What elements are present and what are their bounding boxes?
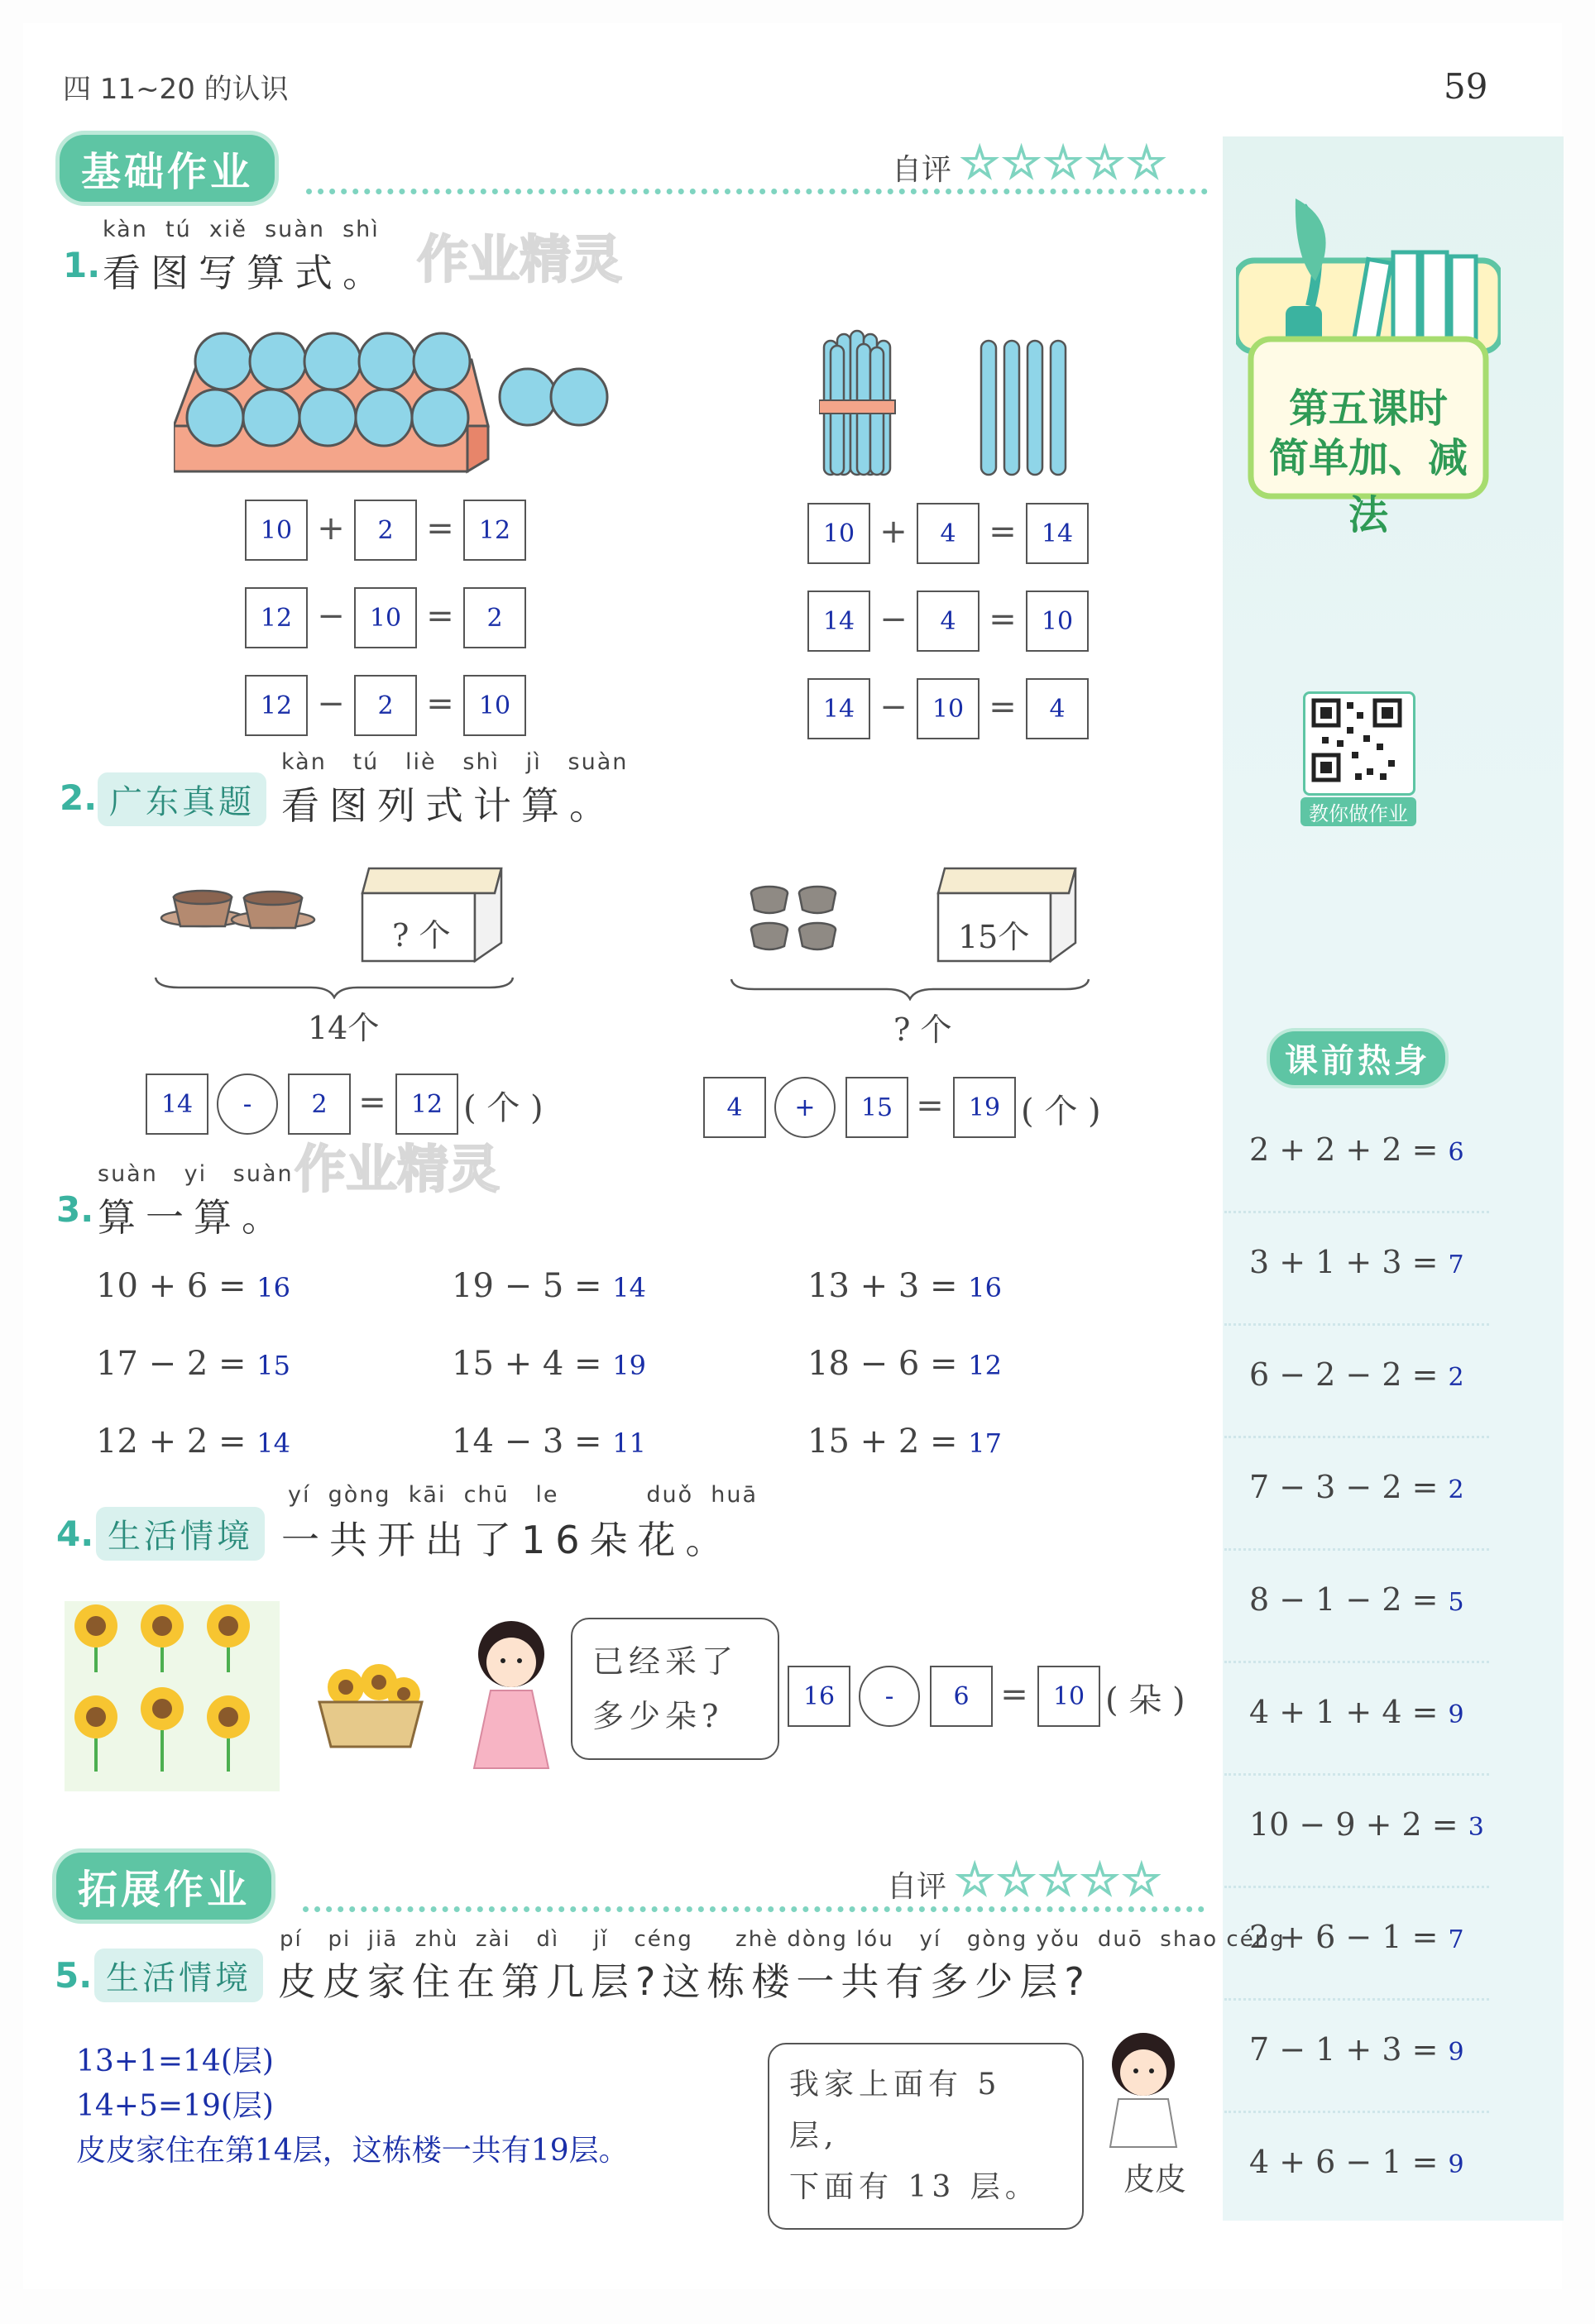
q2-right-box-label: 15个	[958, 919, 1030, 955]
calc-expression: 18 − 6 =	[807, 1345, 958, 1383]
warmup-expression: 3 + 1 + 3 =	[1249, 1244, 1439, 1280]
warmup-divider	[1224, 1323, 1489, 1326]
warmup-item	[1249, 1694, 1489, 1730]
qr-code-icon	[1305, 694, 1408, 788]
sunflowers-image	[65, 1601, 280, 1791]
answer-box[interactable]: 15	[845, 1077, 908, 1138]
calc-answer[interactable]: 17	[968, 1427, 1002, 1459]
q2-number: 2.	[60, 777, 98, 818]
self-eval-label: 自评	[892, 153, 952, 187]
equals-sign: =	[989, 600, 1017, 638]
warmup-answer[interactable]: 5	[1448, 1588, 1464, 1617]
operator: −	[317, 597, 345, 635]
answer-box[interactable]: 16	[788, 1666, 850, 1727]
calc-expression: 12 + 2 =	[96, 1423, 247, 1461]
girl-speech-bubble	[571, 1618, 779, 1760]
warmup-divider	[1224, 1548, 1489, 1551]
warmup-title: 课前热身	[1270, 1031, 1445, 1085]
warmup-divider	[1224, 1773, 1489, 1776]
answer-box[interactable]: 10	[807, 503, 870, 564]
warmup-expression: 4 + 1 + 4 =	[1249, 1694, 1439, 1730]
warmup-item	[1249, 1244, 1489, 1280]
warmup-answer[interactable]: 7	[1448, 1250, 1464, 1279]
answer-box[interactable]: 2	[463, 587, 526, 648]
q2-text: 看图列式计算。	[281, 783, 617, 828]
q2-pinyin: kàn tú liè shì jì suàn	[281, 749, 629, 775]
calc-item	[452, 1267, 646, 1305]
answer-box[interactable]: 10	[1026, 591, 1089, 652]
q3-text: 算一算。	[98, 1195, 290, 1240]
q4-number: 4.	[56, 1513, 94, 1554]
answer-box[interactable]: 12	[245, 587, 308, 648]
calc-expression: 15 + 2 =	[807, 1423, 958, 1461]
warmup-answer[interactable]: 2	[1448, 1475, 1464, 1504]
warmup-item	[1249, 2144, 1489, 2180]
answer-box[interactable]: 10	[1037, 1666, 1100, 1727]
warmup-expression: 4 + 6 − 1 =	[1249, 2144, 1439, 2180]
equals-sign: =	[426, 685, 454, 723]
qr-code[interactable]	[1303, 691, 1415, 796]
warmup-item	[1249, 1581, 1489, 1618]
calc-expression: 10 + 6 =	[96, 1267, 247, 1305]
warmup-answer[interactable]: 2	[1448, 1363, 1464, 1392]
ball-tray-image	[174, 327, 612, 476]
watermark-2: 作业精灵	[295, 1139, 501, 1199]
equals-sign: =	[989, 688, 1017, 726]
equals-sign: =	[916, 1087, 944, 1125]
bowls-box-image	[745, 860, 1092, 984]
warmup-divider	[1224, 1211, 1489, 1213]
warmup-expression: 7 − 3 − 2 =	[1249, 1469, 1439, 1505]
warmup-expression: 8 − 1 − 2 =	[1249, 1581, 1439, 1618]
warmup-answer[interactable]: 9	[1448, 2150, 1464, 2179]
calc-answer[interactable]: 14	[612, 1272, 646, 1303]
q2-right-total: ? 个	[893, 1011, 952, 1048]
calc-item	[96, 1267, 290, 1305]
q1-number: 1.	[63, 245, 101, 285]
equals-sign: =	[1000, 1676, 1028, 1714]
answer-box[interactable]: 12	[245, 675, 308, 736]
q5-answer-line-3: 皮皮家住在第14层，这栋楼一共有19层。	[76, 2134, 629, 2168]
dotted-divider-2	[303, 1906, 1205, 1912]
q5-pinyin: pí pi jiā zhù zài dì jǐ céng zhè dòng lóu yí gòng yǒu duō shao céng	[280, 1927, 1286, 1952]
stick-bundle-image	[819, 329, 1084, 478]
q1-pinyin: kàn tú xiě suàn shì	[103, 217, 380, 242]
answer-box[interactable]: 4	[1026, 678, 1089, 739]
warmup-item	[1249, 2031, 1489, 2068]
self-eval-stars[interactable]: ☆☆☆☆☆	[960, 136, 1169, 189]
warmup-item	[1249, 1806, 1489, 1843]
calc-item	[452, 1423, 646, 1461]
pipi-speech-line-2: 下面有 13 层。	[789, 2170, 1040, 2204]
calc-item	[452, 1345, 646, 1383]
warmup-answer[interactable]: 6	[1448, 1138, 1464, 1167]
calc-item	[807, 1423, 1002, 1461]
q1-text: 看图写算式。	[103, 251, 390, 295]
q5-answer-line-2: 14+5=19(层)	[76, 2089, 274, 2123]
calc-answer[interactable]: 12	[968, 1350, 1002, 1381]
calc-item	[807, 1267, 1002, 1305]
unit-label: ( 个 )	[463, 1089, 544, 1127]
answer-box[interactable]: 2	[354, 500, 417, 561]
calc-expression: 13 + 3 =	[807, 1267, 958, 1305]
answer-box[interactable]: 14	[1026, 503, 1089, 564]
q3-number: 3.	[56, 1189, 94, 1230]
q4-pinyin: yí gòng kāi chū le duǒ huā	[288, 1482, 759, 1508]
equals-sign: =	[426, 597, 454, 635]
warmup-expression: 10 − 9 + 2 =	[1249, 1806, 1458, 1843]
pipi-speech-bubble	[768, 2043, 1084, 2230]
warmup-answer[interactable]: 9	[1448, 1700, 1464, 1729]
answer-box[interactable]: 12	[463, 500, 526, 561]
answer-box[interactable]: 6	[930, 1666, 993, 1727]
calc-answer[interactable]: 14	[256, 1427, 290, 1459]
operator-circle[interactable]: +	[774, 1077, 836, 1138]
answer-box[interactable]: 2	[288, 1074, 351, 1135]
answer-box[interactable]: 12	[395, 1074, 458, 1135]
equals-sign: =	[358, 1083, 386, 1121]
warmup-expression: 2 + 6 − 1 =	[1249, 1919, 1439, 1955]
calc-answer[interactable]: 16	[968, 1272, 1002, 1303]
pipi-name: 皮皮	[1123, 2161, 1187, 2197]
calc-item	[807, 1345, 1002, 1383]
q5-number: 5.	[55, 1955, 93, 1996]
pipi-character	[1090, 2026, 1198, 2150]
calc-answer[interactable]: 19	[612, 1350, 646, 1381]
answer-box[interactable]: 14	[807, 678, 870, 739]
equals-sign: =	[989, 513, 1017, 551]
calc-expression: 19 − 5 =	[452, 1267, 602, 1305]
q4-text: 一共开出了16朵花。	[281, 1518, 734, 1562]
brace-right	[730, 976, 1090, 1001]
lesson-number: 第五课时	[1288, 385, 1448, 432]
q5-text: 皮皮家住在第几层?这栋楼一共有多少层?	[278, 1959, 1091, 2004]
self-eval-stars-2[interactable]: ☆☆☆☆☆	[955, 1853, 1164, 1906]
operator-circle[interactable]: -	[859, 1666, 920, 1727]
flower-basket-image	[313, 1654, 429, 1753]
pipi-speech-line-1: 我家上面有 5 层,	[789, 2068, 1002, 2153]
unit-label: ( 个 )	[1021, 1093, 1101, 1131]
q5-answer-line-1: 13+1=14(层)	[76, 2044, 274, 2078]
warmup-divider	[1224, 1998, 1489, 2001]
answer-box[interactable]: 19	[953, 1077, 1016, 1138]
answer-box[interactable]: 10	[245, 500, 308, 561]
answer-box[interactable]: 4	[917, 591, 980, 652]
warmup-divider	[1224, 1886, 1489, 1888]
q5-tag: 生活情境	[94, 1949, 263, 2002]
q5-answer	[76, 2039, 629, 2173]
qr-caption: 教你做作业	[1300, 797, 1416, 826]
answer-box[interactable]: 10	[354, 587, 417, 648]
calc-expression: 14 − 3 =	[452, 1423, 602, 1461]
calc-answer[interactable]: 15	[256, 1350, 290, 1381]
girl-character	[453, 1611, 569, 1776]
q2-left-box-label: ? 个	[392, 917, 451, 954]
unit-label: ( 朵 )	[1105, 1681, 1185, 1719]
calc-expression: 17 − 2 =	[96, 1345, 247, 1383]
lesson-title: 简单加、减法	[1268, 435, 1468, 538]
answer-box[interactable]: 10	[463, 675, 526, 736]
answer-box[interactable]: 10	[917, 678, 980, 739]
calc-answer[interactable]: 11	[612, 1427, 646, 1459]
answer-box[interactable]: 4	[703, 1077, 766, 1138]
warmup-divider	[1224, 1661, 1489, 1663]
warmup-item	[1249, 1131, 1489, 1168]
warmup-item	[1249, 1469, 1489, 1505]
cups-box-image	[157, 860, 521, 984]
q2-left-total: 14个	[308, 1010, 380, 1046]
operator: −	[879, 688, 908, 726]
q3-pinyin: suàn yi suàn	[98, 1161, 294, 1187]
answer-box[interactable]: 14	[146, 1074, 208, 1135]
q2-tag: 广东真题	[98, 772, 266, 826]
calc-item	[96, 1345, 290, 1383]
warmup-answer[interactable]: 9	[1448, 2038, 1464, 2067]
calc-answer[interactable]: 16	[256, 1272, 290, 1303]
equals-sign: =	[426, 509, 454, 548]
warmup-expression: 7 − 1 + 3 =	[1249, 2031, 1439, 2068]
unit-header: 四 11~20 的认识	[63, 73, 289, 106]
operator: −	[879, 600, 908, 638]
dotted-divider	[306, 189, 1208, 194]
operator: −	[317, 685, 345, 723]
operator: +	[879, 513, 908, 551]
brace-left	[154, 974, 515, 999]
section-title-basic: 基础作业	[60, 135, 275, 202]
answer-box[interactable]: 14	[807, 591, 870, 652]
warmup-divider	[1224, 1436, 1489, 1438]
warmup-item	[1249, 1356, 1489, 1393]
answer-box[interactable]: 2	[354, 675, 417, 736]
watermark: 作业精灵	[417, 229, 623, 289]
section-title-extension: 拓展作业	[56, 1853, 271, 1920]
page-number: 59	[1444, 66, 1488, 107]
girl-speech-line-2: 多少朵?	[592, 1698, 724, 1734]
self-eval-label-2: 自评	[887, 1870, 947, 1904]
operator: +	[317, 509, 345, 548]
warmup-expression: 2 + 2 + 2 =	[1249, 1131, 1439, 1168]
operator-circle[interactable]: -	[217, 1074, 278, 1135]
q4-tag: 生活情境	[96, 1507, 265, 1561]
warmup-answer[interactable]: 7	[1448, 1925, 1464, 1954]
warmup-divider	[1224, 2111, 1489, 2113]
warmup-expression: 6 − 2 − 2 =	[1249, 1356, 1439, 1393]
answer-box[interactable]: 4	[917, 503, 980, 564]
calc-item	[96, 1423, 290, 1461]
calc-expression: 15 + 4 =	[452, 1345, 602, 1383]
girl-speech-line-1: 已经采了	[592, 1643, 739, 1680]
warmup-answer[interactable]: 3	[1468, 1813, 1484, 1842]
